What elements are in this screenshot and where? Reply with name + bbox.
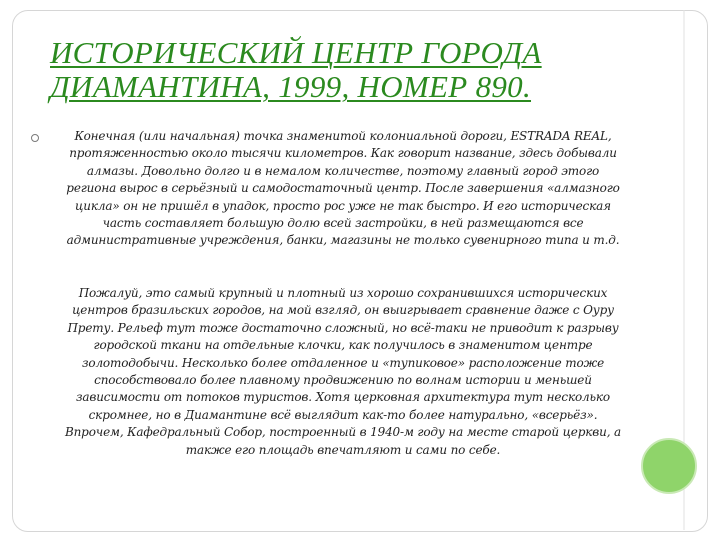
bullet-circle-icon xyxy=(31,134,39,142)
body-paragraph-1: Конечная (или начальная) точка знаменитой колониальной дороги, ESTRADA REAL, протяженностью около тысячи километров. Как говорит название, здесь добывали алмазы. Довольно долго и в немалом количестве, поэтому главный город этого региона вырос в серьёзный и самодостаточный центр. После завершения «алмазного цикла» он не пришёл в упадок, просто рос уже не так быстро. И его историческая часть составляет большую долю всей застройки, в ней размещаются все административные учреждения, банки, магазины не только сувенирного типа и т.д. xyxy=(66,129,620,248)
slide-title: ИСТОРИЧЕСКИЙ ЦЕНТР ГОРОДА ДИАМАНТИНА, 1999, НОМЕР 890. xyxy=(50,35,542,104)
body-paragraph-2: Пожалуй, это самый крупный и плотный из хорошо сохранившихся исторических центров бразильских городов, на мой взгляд, он выигрывает сравнение даже с Оуру Прету. Рельеф тут тоже достаточно сложный, но всё-таки не приводит к разрыву городской ткани на отдельные клочки, как получилось в знаменитом центре золотодобычи. Несколько более отдаленное и «тупиковое» расположение тоже способствовало более плавному продвижению по волнам истории и меньшей зависимости от потоков туристов. Хотя церковная архитектура тут несколько скромнее, но в Диамантине всё выглядит как-то более натурально, «всерьёз». Впрочем, Кафедральный Собор, построенный в 1940-м году на месте старой церкви, а также его площадь впечатляют и сами по себе. xyxy=(64,286,622,457)
decorative-circle xyxy=(641,438,697,494)
